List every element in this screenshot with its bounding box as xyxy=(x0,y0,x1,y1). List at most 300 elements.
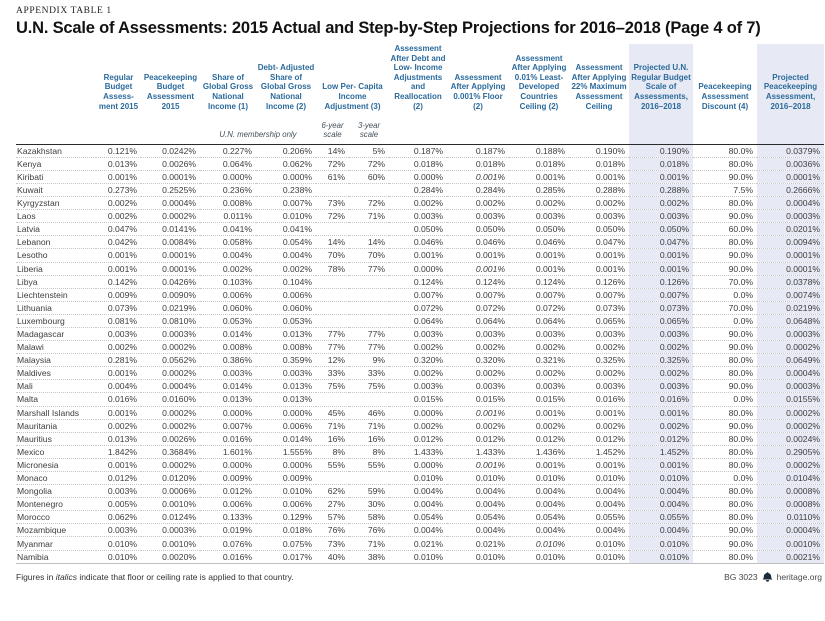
value-cell: 0.288% xyxy=(629,183,693,196)
table-row xyxy=(16,341,824,354)
value-cell: 0.0003% xyxy=(757,380,824,393)
six-year-scale-label: 6-year scale xyxy=(321,120,344,140)
value-cell: 0.003% xyxy=(389,210,447,223)
value-cell: 0.010% xyxy=(256,210,316,223)
value-cell: 0.2905% xyxy=(757,445,824,458)
table-row xyxy=(16,458,824,471)
value-cell: 90.0% xyxy=(693,327,757,340)
value-cell: 33% xyxy=(349,367,389,380)
table-row xyxy=(16,249,824,262)
value-cell: 0.001% xyxy=(569,458,629,471)
value-cell: 78% xyxy=(316,262,349,275)
value-cell: 75% xyxy=(349,380,389,393)
value-cell: 80.0% xyxy=(693,354,757,367)
value-cell: 0.0006% xyxy=(141,485,200,498)
value-cell: 0.013% xyxy=(256,393,316,406)
value-cell: 0.004% xyxy=(389,524,447,537)
value-cell: 1.842% xyxy=(96,445,141,458)
value-cell: 0.050% xyxy=(569,223,629,236)
table-row xyxy=(16,524,824,537)
value-cell: 0.001% xyxy=(96,367,141,380)
value-cell: 59% xyxy=(349,485,389,498)
value-cell: 0.003% xyxy=(447,380,509,393)
value-cell: 0.012% xyxy=(447,432,509,445)
value-cell: 0.103% xyxy=(200,275,256,288)
value-cell: 0.0003% xyxy=(141,524,200,537)
value-cell: 0.073% xyxy=(569,301,629,314)
value-cell xyxy=(316,183,349,196)
table-row xyxy=(16,511,824,524)
value-cell: 0.047% xyxy=(629,236,693,249)
value-cell: 0.012% xyxy=(509,432,569,445)
value-cell: 0.004% xyxy=(96,380,141,393)
page-footer xyxy=(16,572,822,582)
value-cell: 0.004% xyxy=(629,498,693,511)
value-cell: 80.0% xyxy=(693,367,757,380)
page-title: U.N. Scale of Assessments: 2015 Actual and Step-by-Step Projections for 2016–2018 (Page 4 of 7) xyxy=(16,19,761,37)
value-cell: 0.124% xyxy=(389,275,447,288)
table-row xyxy=(16,445,824,458)
value-cell: 0.0001% xyxy=(141,170,200,183)
value-cell: 0.001% xyxy=(509,249,569,262)
value-cell: 0.041% xyxy=(256,223,316,236)
value-cell: 0.121% xyxy=(107,145,137,156)
value-cell: 0.002% xyxy=(389,197,447,210)
value-cell: 0.002% xyxy=(629,419,693,432)
value-cell: 0.006% xyxy=(200,498,256,511)
value-cell: 90.0% xyxy=(693,249,757,262)
value-cell: 0.0141% xyxy=(141,223,200,236)
value-cell: 0.073% xyxy=(629,301,693,314)
value-cell: 0.0090% xyxy=(141,288,200,301)
value-cell: 0.001% xyxy=(629,249,693,262)
value-cell: 0.0% xyxy=(693,472,757,485)
value-cell xyxy=(349,288,389,301)
value-cell: 0.0002% xyxy=(141,210,200,223)
column-header-low-per-capita: Low Per- Capita Income Adjustment (3) xyxy=(322,82,383,111)
value-cell: 0.000% xyxy=(256,170,316,183)
value-cell: 40% xyxy=(316,550,349,563)
value-cell: 0.003% xyxy=(629,327,693,340)
country-name: Mauritius xyxy=(16,432,96,445)
publication-credit xyxy=(724,572,822,582)
value-cell: 0.0004% xyxy=(757,524,824,537)
value-cell: 80.0% xyxy=(728,145,754,156)
value-cell: 0.285% xyxy=(509,183,569,196)
value-cell: 0.124% xyxy=(447,275,509,288)
value-cell: 0.081% xyxy=(96,314,141,327)
value-cell: 0.076% xyxy=(200,537,256,550)
value-cell: 0.062% xyxy=(256,157,316,170)
table-row xyxy=(16,275,824,288)
value-cell: 0.013% xyxy=(200,393,256,406)
table-row xyxy=(16,223,824,236)
value-cell: 45% xyxy=(316,406,349,419)
value-cell: 70.0% xyxy=(693,301,757,314)
value-cell: 0.012% xyxy=(569,432,629,445)
value-cell: 0.0426% xyxy=(141,275,200,288)
value-cell: 0.004% xyxy=(509,498,569,511)
value-cell: 16% xyxy=(316,432,349,445)
value-cell: 71% xyxy=(349,419,389,432)
value-cell: 0.0004% xyxy=(757,197,824,210)
table-row xyxy=(16,367,824,380)
value-cell xyxy=(316,472,349,485)
value-cell: 0.0648% xyxy=(757,314,824,327)
value-cell: 77% xyxy=(316,341,349,354)
value-cell: 62% xyxy=(316,485,349,498)
value-cell: 0.010% xyxy=(389,472,447,485)
country-name: Kyrgyzstan xyxy=(16,197,96,210)
value-cell: 80.0% xyxy=(693,406,757,419)
value-cell: 0.002% xyxy=(96,197,141,210)
value-cell: 14% xyxy=(327,145,345,156)
value-cell: 90.0% xyxy=(693,210,757,223)
table-row xyxy=(16,170,824,183)
value-cell: 72% xyxy=(316,157,349,170)
value-cell: 0.320% xyxy=(389,354,447,367)
value-cell: 0.003% xyxy=(96,327,141,340)
value-cell: 0.002% xyxy=(509,419,569,432)
column-header-after-floor: Assessment After Applying 0.001% Floor (2) xyxy=(450,72,506,111)
value-cell: 0.325% xyxy=(569,354,629,367)
value-cell: 0.010% xyxy=(96,537,141,550)
value-cell: 0.007% xyxy=(509,288,569,301)
value-cell: 0.010% xyxy=(569,472,629,485)
assessments-table xyxy=(16,44,824,564)
value-cell: 0.129% xyxy=(256,511,316,524)
value-cell: 0.014% xyxy=(200,380,256,393)
value-cell: 0.0120% xyxy=(141,472,200,485)
value-cell: 0.0001% xyxy=(757,249,824,262)
value-cell: 0.002% xyxy=(629,367,693,380)
country-name: Lebanon xyxy=(16,236,96,249)
value-cell: 0.0008% xyxy=(757,498,824,511)
value-cell: 0.018% xyxy=(629,157,693,170)
value-cell: 0.0001% xyxy=(757,262,824,275)
value-cell: 0.002% xyxy=(629,341,693,354)
value-cell: 0.003% xyxy=(389,380,447,393)
footnote: Figures in italics indicate that floor or ceiling rate is applied to that country. xyxy=(16,571,294,582)
value-cell: 0.284% xyxy=(447,183,509,196)
value-cell: 0.062% xyxy=(96,511,141,524)
country-name: Lithuania xyxy=(16,301,96,314)
value-cell: 0.288% xyxy=(569,183,629,196)
value-cell: 0.003% xyxy=(256,367,316,380)
value-cell: 8% xyxy=(349,445,389,458)
value-cell: 61% xyxy=(316,170,349,183)
value-cell: 7.5% xyxy=(693,183,757,196)
value-cell: 0.065% xyxy=(629,314,693,327)
country-name: Mauritania xyxy=(16,419,96,432)
value-cell: 0.187% xyxy=(475,145,506,156)
value-cell: 0.001% xyxy=(447,406,509,419)
value-cell: 90.0% xyxy=(693,170,757,183)
value-cell: 0.0008% xyxy=(757,485,824,498)
country-name: Liechtenstein xyxy=(16,288,96,301)
value-cell: 0.0002% xyxy=(141,406,200,419)
value-cell: 73% xyxy=(316,537,349,550)
value-cell: 0.008% xyxy=(200,197,256,210)
value-cell: 0.002% xyxy=(96,419,141,432)
value-cell xyxy=(349,301,389,314)
value-cell: 0.010% xyxy=(389,550,447,563)
table-row xyxy=(16,498,824,511)
table-row xyxy=(16,419,824,432)
value-cell: 46% xyxy=(349,406,389,419)
value-cell: 55% xyxy=(349,458,389,471)
value-cell: 0.001% xyxy=(96,170,141,183)
value-cell: 0.018% xyxy=(569,157,629,170)
value-cell: 0.050% xyxy=(509,223,569,236)
value-cell: 0.007% xyxy=(389,288,447,301)
value-cell: 0.0004% xyxy=(141,380,200,393)
value-cell: 0.0084% xyxy=(141,236,200,249)
value-cell: 0.010% xyxy=(509,472,569,485)
value-cell: 70% xyxy=(316,249,349,262)
value-cell: 0.047% xyxy=(569,236,629,249)
value-cell: 0.009% xyxy=(256,472,316,485)
value-cell: 0.012% xyxy=(96,472,141,485)
value-cell: 0.0242% xyxy=(162,145,196,156)
value-cell: 0.273% xyxy=(96,183,141,196)
country-name: Madagascar xyxy=(16,327,96,340)
value-cell: 71% xyxy=(349,210,389,223)
value-cell: 0.000% xyxy=(389,170,447,183)
value-cell: 0.0160% xyxy=(141,393,200,406)
value-cell xyxy=(316,223,349,236)
value-cell: 0.003% xyxy=(200,367,256,380)
value-cell: 0.0026% xyxy=(141,157,200,170)
value-cell: 5% xyxy=(372,145,386,156)
value-cell: 0.010% xyxy=(256,485,316,498)
country-name: Mozambique xyxy=(16,524,96,537)
value-cell: 0.001% xyxy=(509,262,569,275)
value-cell: 0.007% xyxy=(256,197,316,210)
value-cell: 0.004% xyxy=(569,485,629,498)
value-cell: 0.003% xyxy=(509,380,569,393)
value-cell: 0.002% xyxy=(389,419,447,432)
value-cell: 0.002% xyxy=(447,341,509,354)
value-cell: 0.021% xyxy=(447,537,509,550)
value-cell: 0.010% xyxy=(629,550,693,563)
table-row xyxy=(16,144,824,157)
table-row xyxy=(16,157,824,170)
value-cell: 0.001% xyxy=(509,170,569,183)
value-cell: 0.010% xyxy=(96,550,141,563)
value-cell: 0.013% xyxy=(256,327,316,340)
value-cell xyxy=(316,288,349,301)
value-cell: 71% xyxy=(316,419,349,432)
value-cell: 9% xyxy=(349,354,389,367)
value-cell: 0.003% xyxy=(96,485,141,498)
country-name: Malawi xyxy=(16,341,96,354)
value-cell: 58% xyxy=(349,511,389,524)
value-cell: 0.064% xyxy=(509,314,569,327)
value-cell: 0.0379% xyxy=(757,144,824,157)
table-row xyxy=(16,210,824,223)
country-name: Mexico xyxy=(16,445,96,458)
value-cell: 0.003% xyxy=(509,327,569,340)
value-cell: 0.002% xyxy=(509,341,569,354)
value-cell: 72% xyxy=(349,197,389,210)
value-cell: 0.190% xyxy=(595,145,626,156)
value-cell: 0.073% xyxy=(96,301,141,314)
value-cell: 0.047% xyxy=(96,223,141,236)
value-cell: 0.000% xyxy=(389,458,447,471)
value-cell: 75% xyxy=(316,380,349,393)
value-cell: 80.0% xyxy=(693,236,757,249)
value-cell xyxy=(316,301,349,314)
value-cell: 0.050% xyxy=(389,223,447,236)
value-cell: 0.001% xyxy=(509,406,569,419)
column-header-projected-un-regular: Projected U.N. Regular Budget Scale of Assessments, 2016–2018 xyxy=(629,44,693,114)
value-cell: 1.433% xyxy=(389,445,447,458)
value-cell: 0.041% xyxy=(200,223,256,236)
value-cell: 0.072% xyxy=(447,301,509,314)
value-cell: 0.0074% xyxy=(757,288,824,301)
value-cell: 0.002% xyxy=(569,341,629,354)
value-cell: 0.004% xyxy=(509,485,569,498)
value-cell: 0.013% xyxy=(96,432,141,445)
value-cell: 0.007% xyxy=(200,419,256,432)
value-cell: 0.227% xyxy=(222,145,252,156)
table-row xyxy=(16,485,824,498)
value-cell: 0.010% xyxy=(569,537,629,550)
value-cell: 60% xyxy=(349,170,389,183)
value-cell: 0.001% xyxy=(96,249,141,262)
value-cell: 0.0094% xyxy=(757,236,824,249)
value-cell: 0.001% xyxy=(509,458,569,471)
value-cell: 0.046% xyxy=(447,236,509,249)
value-cell: 0.0104% xyxy=(757,472,824,485)
value-cell: 1.601% xyxy=(200,445,256,458)
value-cell: 0.009% xyxy=(96,288,141,301)
value-cell: 0.124% xyxy=(509,275,569,288)
value-cell: 0.126% xyxy=(569,275,629,288)
value-cell: 0.003% xyxy=(629,380,693,393)
value-cell: 0.000% xyxy=(389,406,447,419)
value-cell: 0.012% xyxy=(629,432,693,445)
value-cell: 0.0% xyxy=(693,393,757,406)
value-cell: 0.0010% xyxy=(757,537,824,550)
value-cell: 0.010% xyxy=(569,550,629,563)
value-cell: 90.0% xyxy=(693,380,757,393)
country-name: Marshall Islands xyxy=(16,406,96,419)
value-cell: 0.053% xyxy=(256,314,316,327)
table-row xyxy=(16,236,824,249)
value-cell: 0.126% xyxy=(629,275,693,288)
value-cell: 1.436% xyxy=(509,445,569,458)
value-cell: 77% xyxy=(316,327,349,340)
value-cell: 0.003% xyxy=(509,210,569,223)
value-cell: 0.014% xyxy=(200,327,256,340)
value-cell: 0.002% xyxy=(629,197,693,210)
country-name: Kazakhstan xyxy=(17,145,62,156)
value-cell: 0.0036% xyxy=(757,157,824,170)
value-cell: 0.0155% xyxy=(757,393,824,406)
value-cell: 0.050% xyxy=(629,223,693,236)
value-cell: 0.016% xyxy=(200,432,256,445)
value-cell: 0.021% xyxy=(389,537,447,550)
value-cell: 0.0003% xyxy=(757,210,824,223)
value-cell: 0.284% xyxy=(389,183,447,196)
value-cell xyxy=(349,472,389,485)
value-cell: 0.320% xyxy=(447,354,509,367)
value-cell: 0.0002% xyxy=(757,406,824,419)
country-name: Mongolia xyxy=(16,485,96,498)
value-cell: 80.0% xyxy=(693,197,757,210)
value-cell: 0.012% xyxy=(200,485,256,498)
value-cell: 0.003% xyxy=(569,380,629,393)
value-cell: 0.001% xyxy=(447,170,509,183)
column-header-share-gni: Share of Global Gross National Income (1) xyxy=(202,72,254,111)
value-cell: 0.000% xyxy=(200,406,256,419)
value-cell: 0.006% xyxy=(256,498,316,511)
value-cell: 0.325% xyxy=(629,354,693,367)
country-name: Liberia xyxy=(16,262,96,275)
value-cell: 0.004% xyxy=(447,524,509,537)
value-cell: 0.0004% xyxy=(141,197,200,210)
value-cell: 0.2666% xyxy=(757,183,824,196)
value-cell: 0.004% xyxy=(447,498,509,511)
page-eyebrow: APPENDIX TABLE 1 xyxy=(16,6,112,16)
country-name: Maldives xyxy=(16,367,96,380)
value-cell: 0.010% xyxy=(629,472,693,485)
value-cell: 0.006% xyxy=(256,419,316,432)
value-cell: 80.0% xyxy=(693,485,757,498)
value-cell: 0.0219% xyxy=(757,301,824,314)
value-cell: 0.016% xyxy=(200,550,256,563)
value-cell: 0.004% xyxy=(509,524,569,537)
value-cell xyxy=(349,314,389,327)
value-cell: 0.005% xyxy=(96,498,141,511)
three-year-scale-label: 3-year scale xyxy=(357,120,381,140)
table-row xyxy=(16,354,824,367)
value-cell: 0.001% xyxy=(389,249,447,262)
value-cell: 0.002% xyxy=(96,341,141,354)
value-cell: 0.013% xyxy=(256,380,316,393)
value-cell: 0.0003% xyxy=(141,327,200,340)
column-header-peacekeeping-discount: Peacekeeping Assessment Discount (4) xyxy=(698,82,752,111)
value-cell: 0.054% xyxy=(509,511,569,524)
table-row xyxy=(16,314,824,327)
table-row xyxy=(16,262,824,275)
value-cell: 0.004% xyxy=(629,485,693,498)
value-cell: 0.002% xyxy=(389,367,447,380)
value-cell: 1.452% xyxy=(569,445,629,458)
value-cell: 0.000% xyxy=(256,458,316,471)
value-cell: 0.003% xyxy=(569,327,629,340)
table-row xyxy=(16,288,824,301)
country-name: Lesotho xyxy=(16,249,96,262)
value-cell: 0.050% xyxy=(447,223,509,236)
value-cell: 55% xyxy=(316,458,349,471)
value-cell: 1.452% xyxy=(629,445,693,458)
value-cell: 0.001% xyxy=(629,262,693,275)
value-cell: 0.0002% xyxy=(141,367,200,380)
table-row xyxy=(16,550,824,563)
value-cell: 76% xyxy=(316,524,349,537)
table-row xyxy=(16,301,824,314)
column-header-country xyxy=(16,44,96,114)
country-name: Luxembourg xyxy=(16,314,96,327)
value-cell: 0.008% xyxy=(200,341,256,354)
value-cell: 0.142% xyxy=(96,275,141,288)
value-cell: 0.013% xyxy=(96,157,141,170)
value-cell: 0.016% xyxy=(96,393,141,406)
value-cell: 0.018% xyxy=(256,524,316,537)
